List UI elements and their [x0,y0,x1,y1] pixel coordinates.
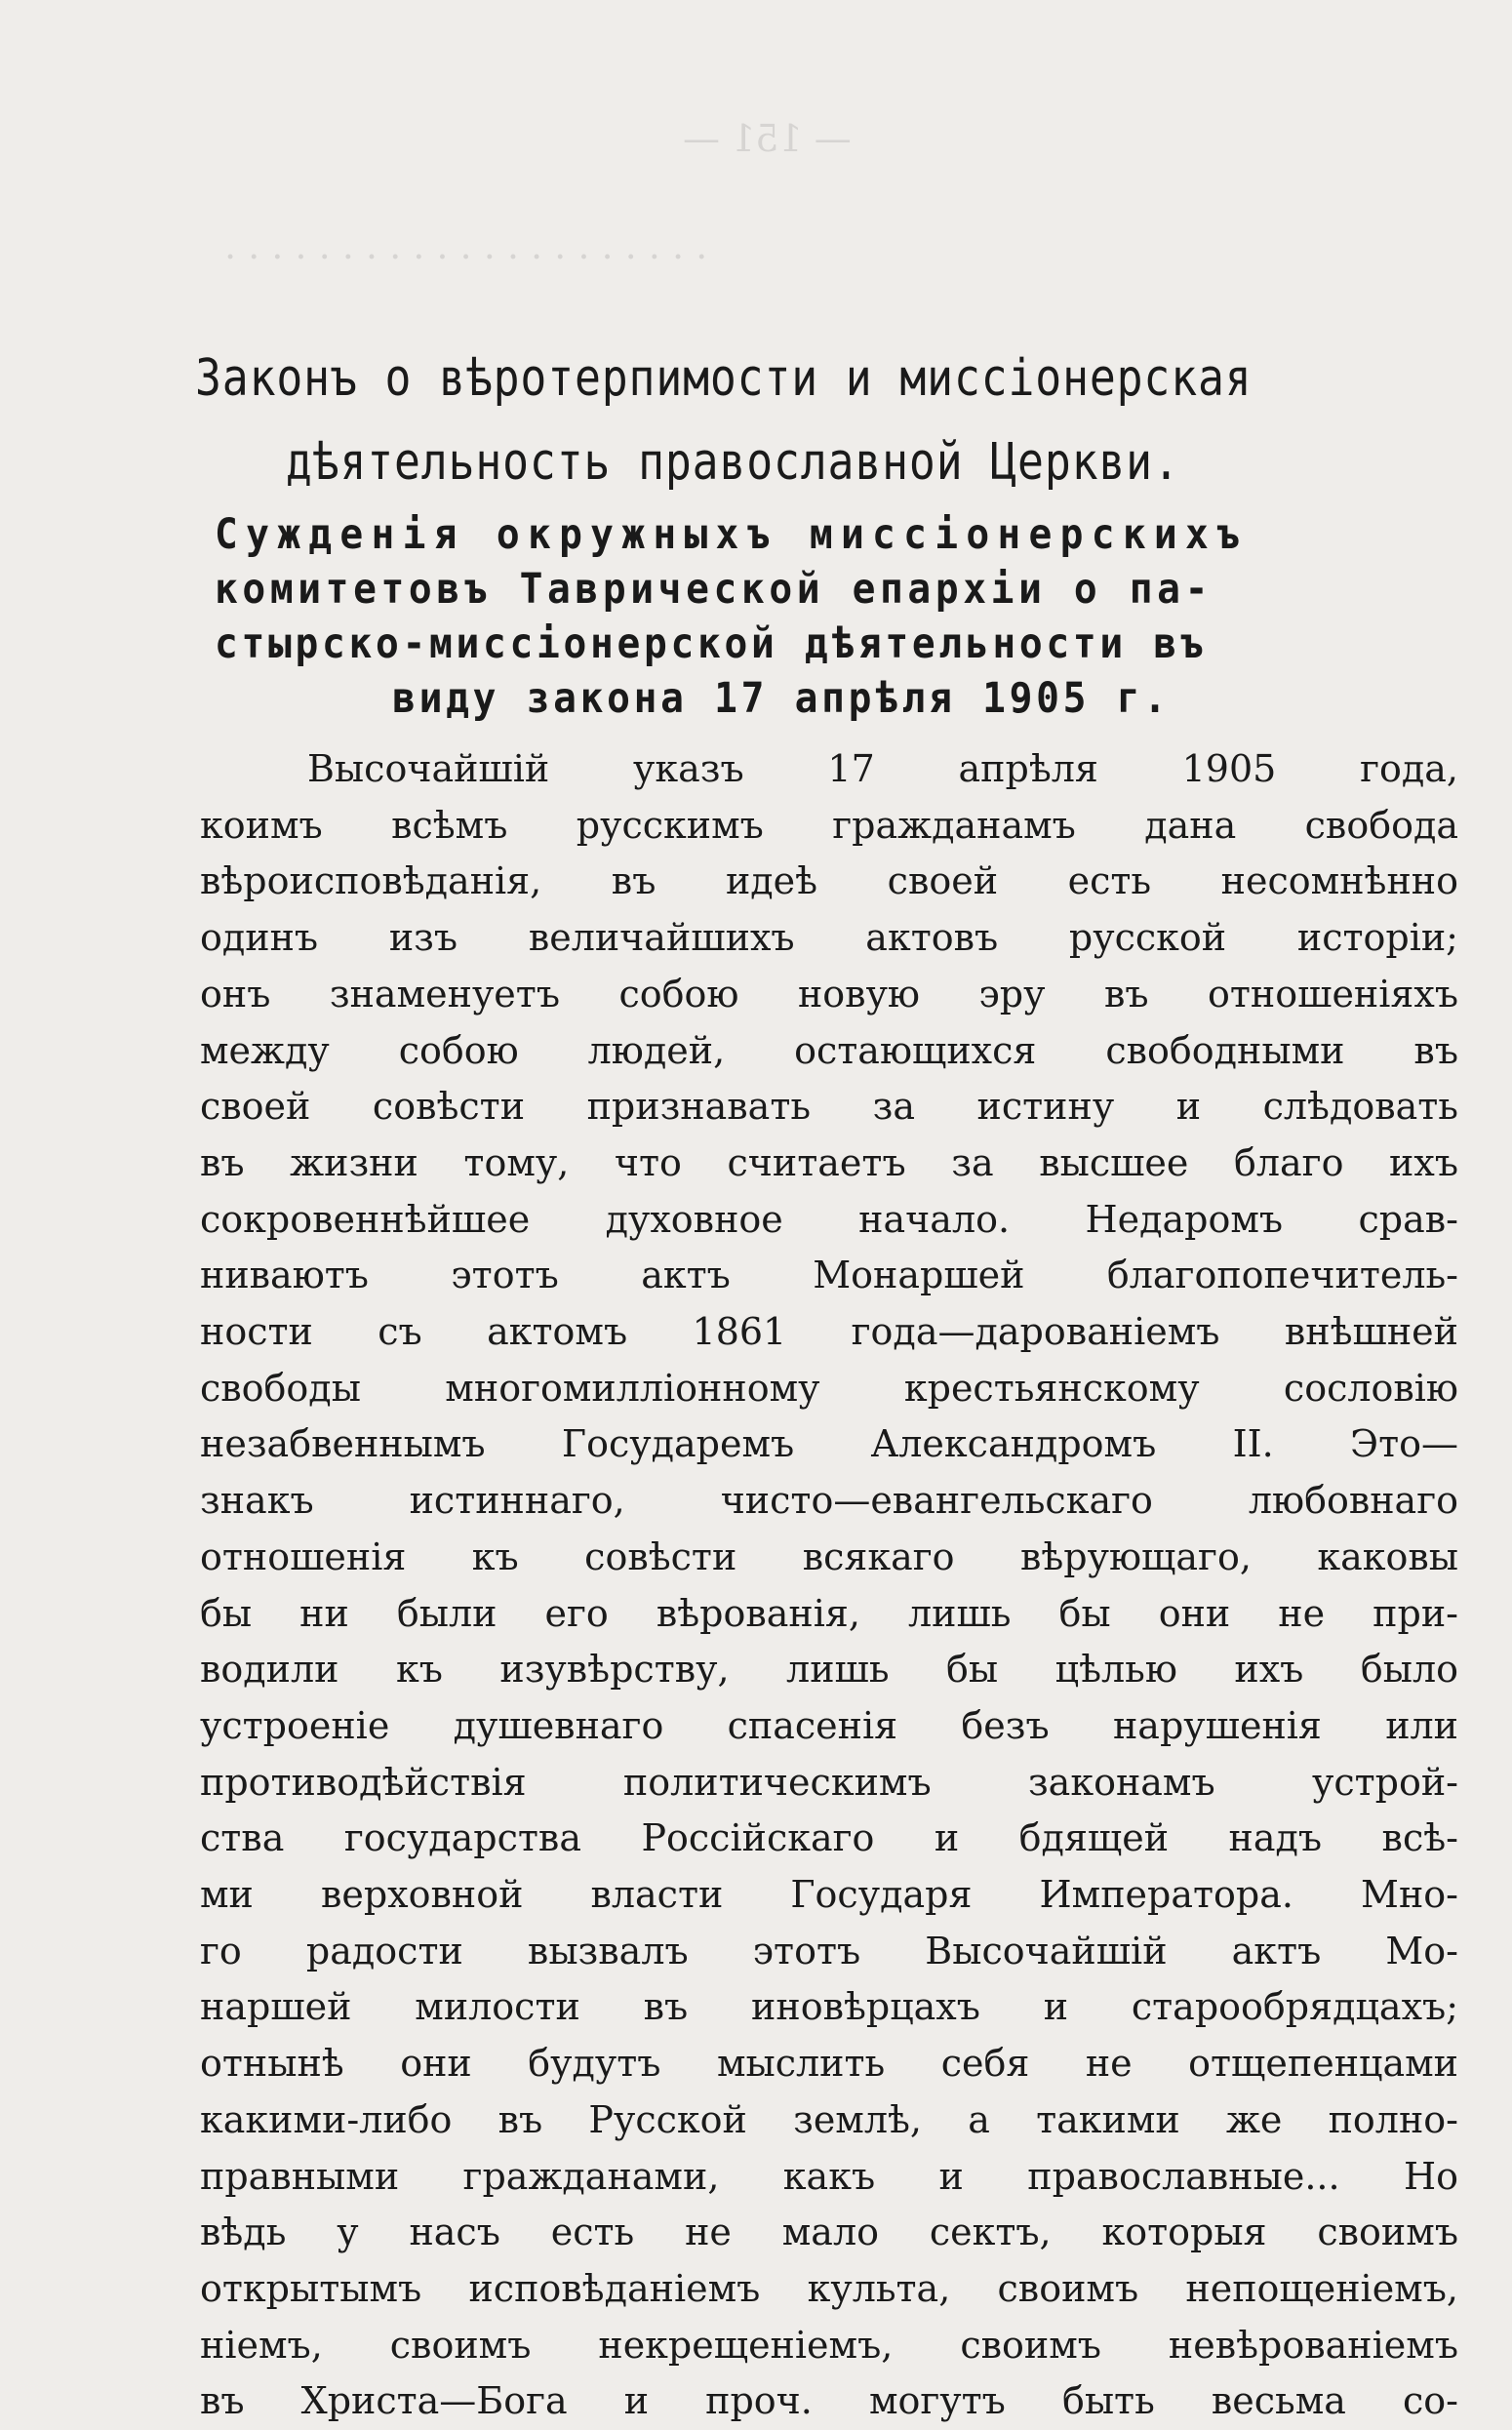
body-line: го радости вызвалъ этотъ Высочайшій актъ Мо- [200,1929,1458,1972]
article-title [195,337,1269,504]
body-line: ніемъ, своимъ некрещеніемъ, своимъ невѣрованіемъ [200,2323,1458,2367]
body-line: отнынѣ они будутъ мыслить себя не отщепенцами [200,2042,1458,2086]
subtitle-line: Сужденія окружныхъ миссіонерскихъ [215,510,1249,559]
article-body [200,741,1458,2430]
bleed-through-line: . . . . . . . . . . . . . . . . . . . . . [224,224,708,267]
body-line: ности съ актомъ 1861 года—дарованіемъ внѣшней [200,1310,1458,1354]
body-line: Высочайшій указъ 17 апрѣля 1905 года, [307,747,1458,790]
body-line: вѣдь у насъ есть не мало сектъ, которыя своимъ [200,2211,1458,2254]
subtitle-line: стырско-миссіонерской дѣятельности въ [215,619,1208,668]
article-subtitle [215,507,1354,726]
body-line: бы ни были его вѣрованія, лишь бы они не при- [200,1591,1458,1635]
body-line: какими-либо въ Русской землѣ, а такими же полно- [200,2097,1458,2141]
body-line: противодѣйствія политическимъ законамъ устрой- [200,1760,1458,1804]
body-line: наршей милости въ иновѣрцахъ и старообрядцахъ; [200,1985,1458,2029]
body-line: свободы многомилліонному крестьянскому сословію [200,1366,1458,1410]
title-line: дѣятельность православной Церкви. [285,433,1180,492]
body-line: открытымъ исповѣданіемъ культа, своимъ непощенiемъ, [200,2266,1458,2310]
body-line: ми верховной власти Государя Императора. Мно- [200,1873,1458,1917]
body-line: между собою людей, остающихся свободными въ [200,1028,1458,1072]
body-line: своей совѣсти признавать за истину и слѣдовать [200,1085,1458,1129]
subtitle-line: виду закона 17 апрѣля 1905 г. [392,674,1171,723]
body-line: знакъ истиннаго, чисто—евангельскаго любовнаго [200,1479,1458,1523]
body-line: въ Христа—Бога и проч. могутъ быть весьма со- [200,2379,1458,2423]
subtitle-line: комитетовъ Таврической епархіи о па- [215,565,1214,614]
body-line: ниваютъ этотъ актъ Монаршей благопопечитель- [200,1254,1458,1297]
bleed-through-line: — 151 — [683,117,852,160]
body-line: ства государства Россійскаго и бдящей надъ всѣ- [200,1816,1458,1860]
body-line: коимъ всѣмъ русскимъ гражданамъ дана свобода [200,803,1458,847]
body-line: водили къ изувѣрству, лишь бы цѣлью ихъ было [200,1648,1458,1692]
body-line: онъ знаменуетъ собою новую эру въ отношеніяхъ [200,972,1458,1016]
body-line: сокровеннѣйшее духовное начало. Недаромъ срав- [200,1197,1458,1241]
body-line: вѣроисповѣданія, въ идеѣ своей есть несомнѣнно [200,859,1458,903]
body-line: устроеніе душевнаго спасенія безъ нарушенія или [200,1703,1458,1747]
body-line: въ жизни тому, что считаетъ за высшее благо ихъ [200,1140,1458,1184]
body-line: одинъ изъ величайшихъ актовъ русской исторіи; [200,916,1458,960]
title-line: Законъ о вѣротерпимости и миссіонерская [195,349,1253,408]
body-line: незабвеннымъ Государемъ Александромъ II. Это— [200,1422,1458,1466]
body-line: отношенія къ совѣсти всякаго вѣрующаго, каковы [200,1534,1458,1578]
body-line: правными гражданами, какъ и православные... Но [200,2154,1458,2198]
